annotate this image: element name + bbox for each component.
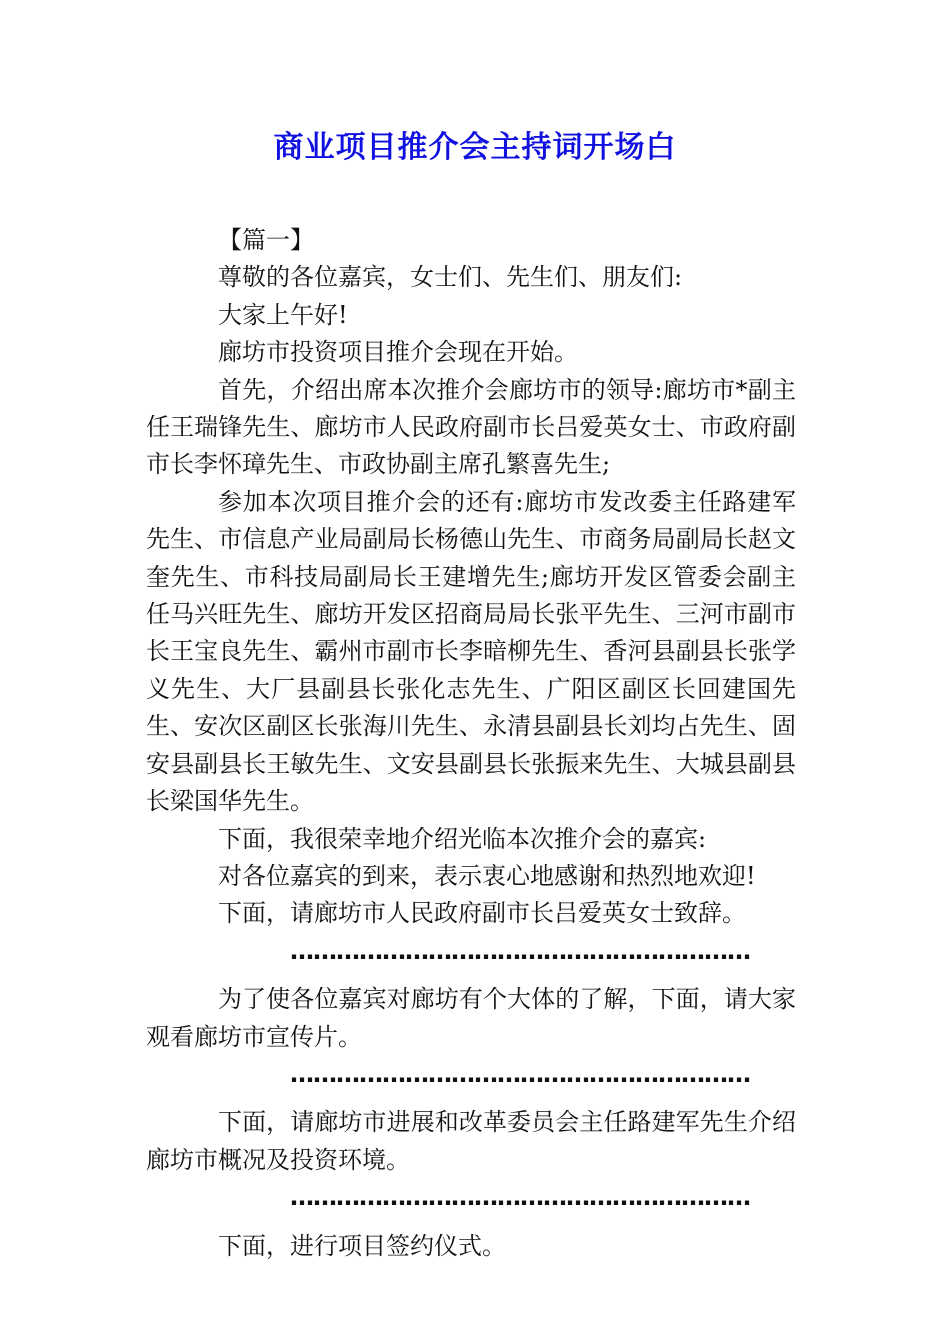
paragraph-good-morning: 大家上午好! bbox=[218, 300, 348, 329]
paragraph-greeting: 尊敬的各位嘉宾，女士们、先生们、朋友们: bbox=[218, 263, 683, 292]
paragraph-promo-video: 为了使各位嘉宾对廊坊有个大体的了解，下面，请大家观看廊坊市宣传片。 bbox=[146, 985, 796, 1051]
paragraph-opening: 廊坊市投资项目推介会现在开始。 bbox=[218, 338, 578, 367]
ellipsis-separator: …………………………………………………… bbox=[290, 936, 750, 965]
ellipsis-separator: …………………………………………………… bbox=[290, 1059, 750, 1088]
paragraph-leaders: 首先，介绍出席本次推介会廊坊市的领导:廊坊市*副主任王瑞锋先生、廊坊市人民政府副市长吕爱英女士、市政府副市长李怀璋先生、市政协副主席孔繁喜先生; bbox=[146, 375, 796, 479]
paragraph-signing: 下面，进行项目签约仪式。 bbox=[218, 1231, 506, 1260]
paragraph-attendees: 参加本次项目推介会的还有:廊坊市发改委主任路建军先生、市信息产业局副局长杨德山先生、市商务局副局长赵文奎先生、市科技局副局长王建增先生;廊坊开发区管委会副主任马兴旺先生、廊坊开发区招商局局长张平先生、三河市副市长王宝良先生、霸州市副市长李暗柳先生、香河县副县长张学义先生、大厂县副县长张化志先生、广阳区副区长回建国先生、安次区副区长张海川先生、永清县副县长刘均占先生、固安县副县长王敏先生、文安县副县长张振来先生、大城县副县长梁国华先生。 bbox=[146, 487, 796, 816]
section-heading: 【篇一】 bbox=[218, 226, 314, 254]
paragraph-investment-intro: 下面，请廊坊市进展和改革委员会主任路建军先生介绍廊坊市概况及投资环境。 bbox=[146, 1108, 796, 1174]
ellipsis-separator: …………………………………………………… bbox=[290, 1183, 750, 1212]
document-title: 商业项目推介会主持词开场白 bbox=[273, 130, 677, 165]
paragraph-guests-intro: 下面，我很荣幸地介绍光临本次推介会的嘉宾: bbox=[218, 824, 707, 853]
paragraph-welcome: 对各位嘉宾的到来，表示衷心地感谢和热烈地欢迎! bbox=[218, 861, 756, 890]
paragraph-speech-invite: 下面，请廊坊市人民政府副市长吕爱英女士致辞。 bbox=[218, 899, 746, 928]
document-body bbox=[146, 222, 796, 1265]
